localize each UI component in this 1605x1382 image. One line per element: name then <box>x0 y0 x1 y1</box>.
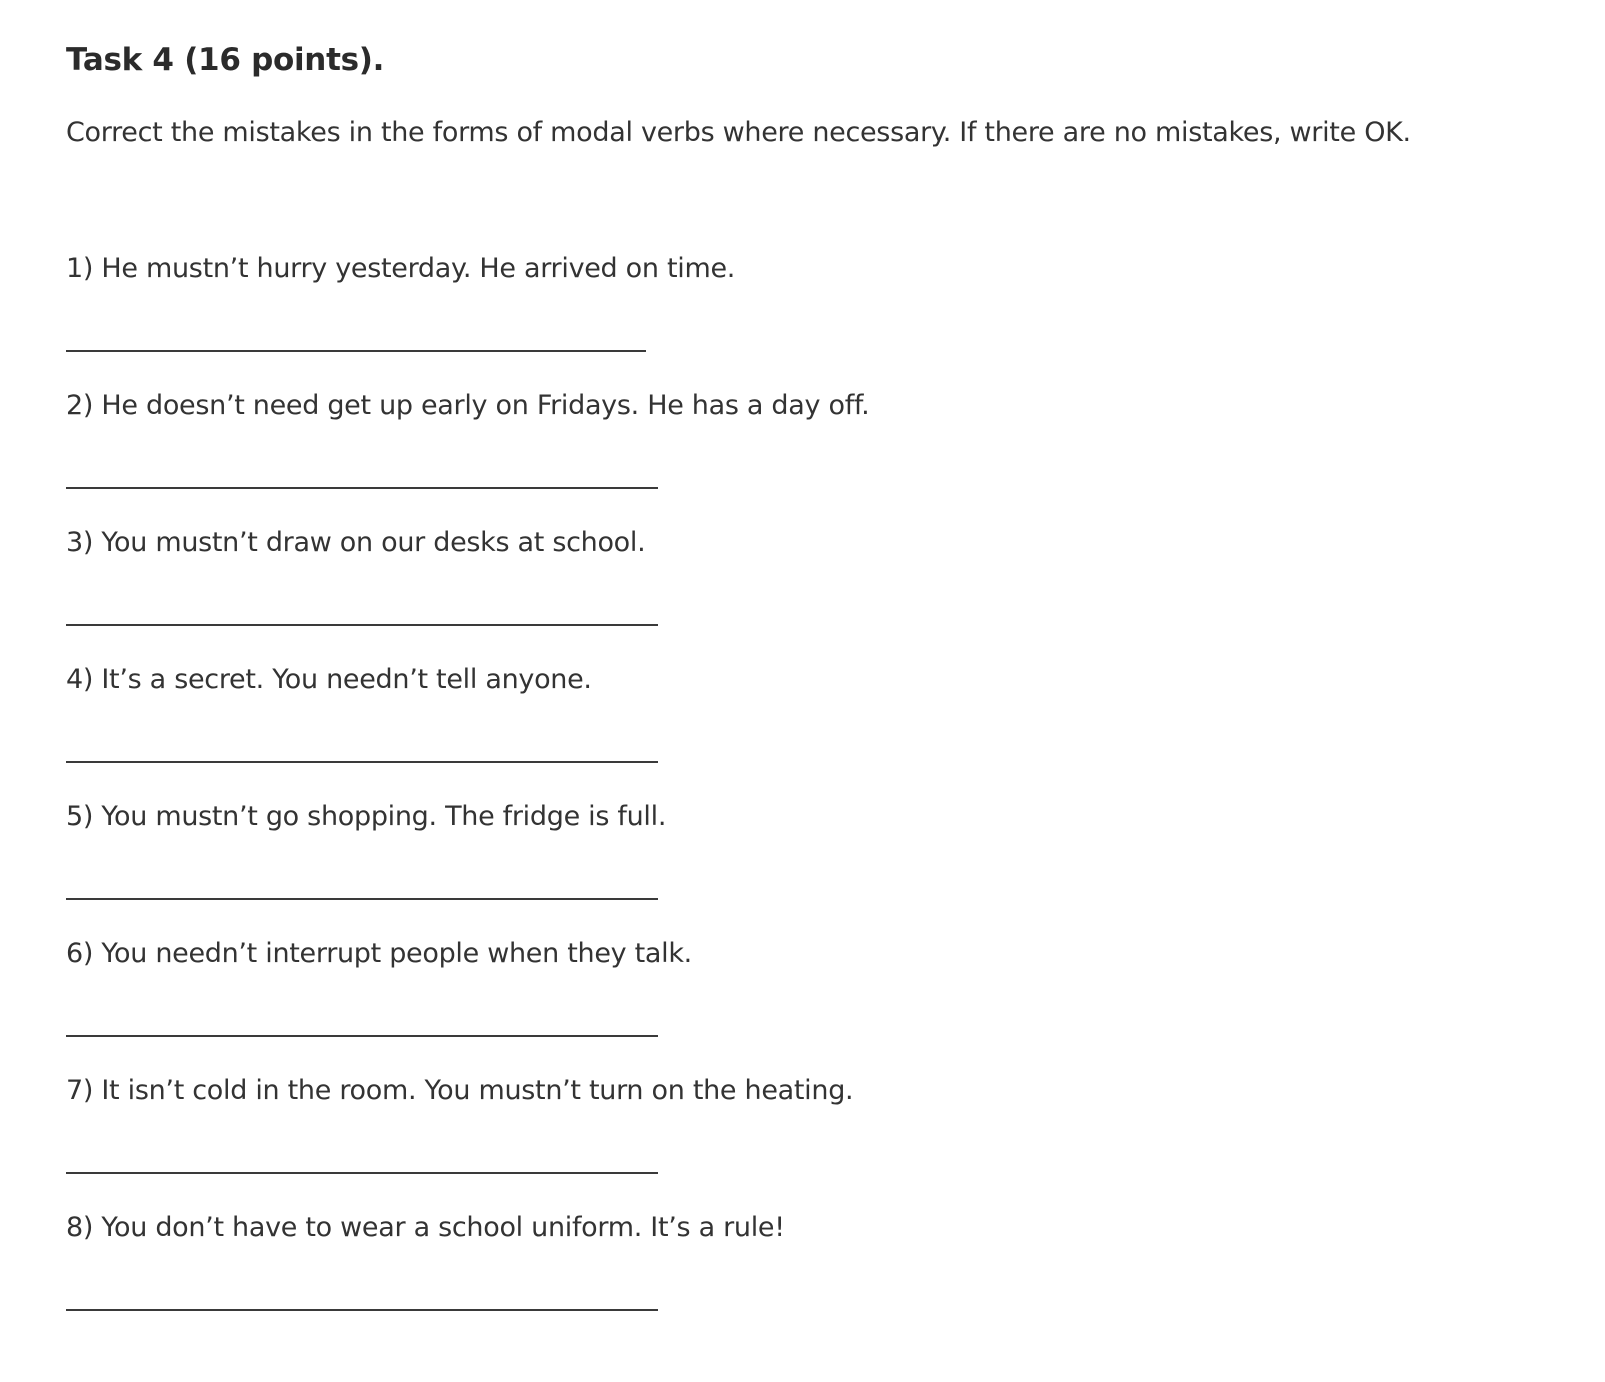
question-item <box>66 664 1066 801</box>
answer-line[interactable] <box>66 1309 658 1311</box>
task-title: Task 4 (16 points). <box>66 42 385 78</box>
answer-line[interactable] <box>66 487 658 489</box>
question-text: 7) It isn’t cold in the room. You mustn’t turn on the heating. <box>66 1075 854 1106</box>
answer-line[interactable] <box>66 350 646 352</box>
question-item <box>66 390 1066 527</box>
question-text: 6) You needn’t interrupt people when they talk. <box>66 938 692 969</box>
question-item <box>66 1075 1066 1212</box>
question-item <box>66 938 1066 1075</box>
question-text: 8) You don’t have to wear a school uniform. It’s a rule! <box>66 1212 785 1243</box>
question-text: 2) He doesn’t need get up early on Fridays. He has a day off. <box>66 390 870 421</box>
question-text: 4) It’s a secret. You needn’t tell anyone. <box>66 664 592 695</box>
answer-line[interactable] <box>66 898 658 900</box>
question-list <box>66 253 1066 1349</box>
question-item <box>66 253 1066 390</box>
question-item <box>66 527 1066 664</box>
question-text: 5) You mustn’t go shopping. The fridge is full. <box>66 801 667 832</box>
question-text: 1) He mustn’t hurry yesterday. He arrived on time. <box>66 253 736 284</box>
task-instructions: Correct the mistakes in the forms of modal verbs where necessary. If there are no mistakes, write OK. <box>66 117 1411 148</box>
answer-line[interactable] <box>66 761 658 763</box>
question-text: 3) You mustn’t draw on our desks at school. <box>66 527 646 558</box>
question-item <box>66 1212 1066 1349</box>
question-item <box>66 801 1066 938</box>
answer-line[interactable] <box>66 1035 658 1037</box>
answer-line[interactable] <box>66 624 658 626</box>
answer-line[interactable] <box>66 1172 658 1174</box>
